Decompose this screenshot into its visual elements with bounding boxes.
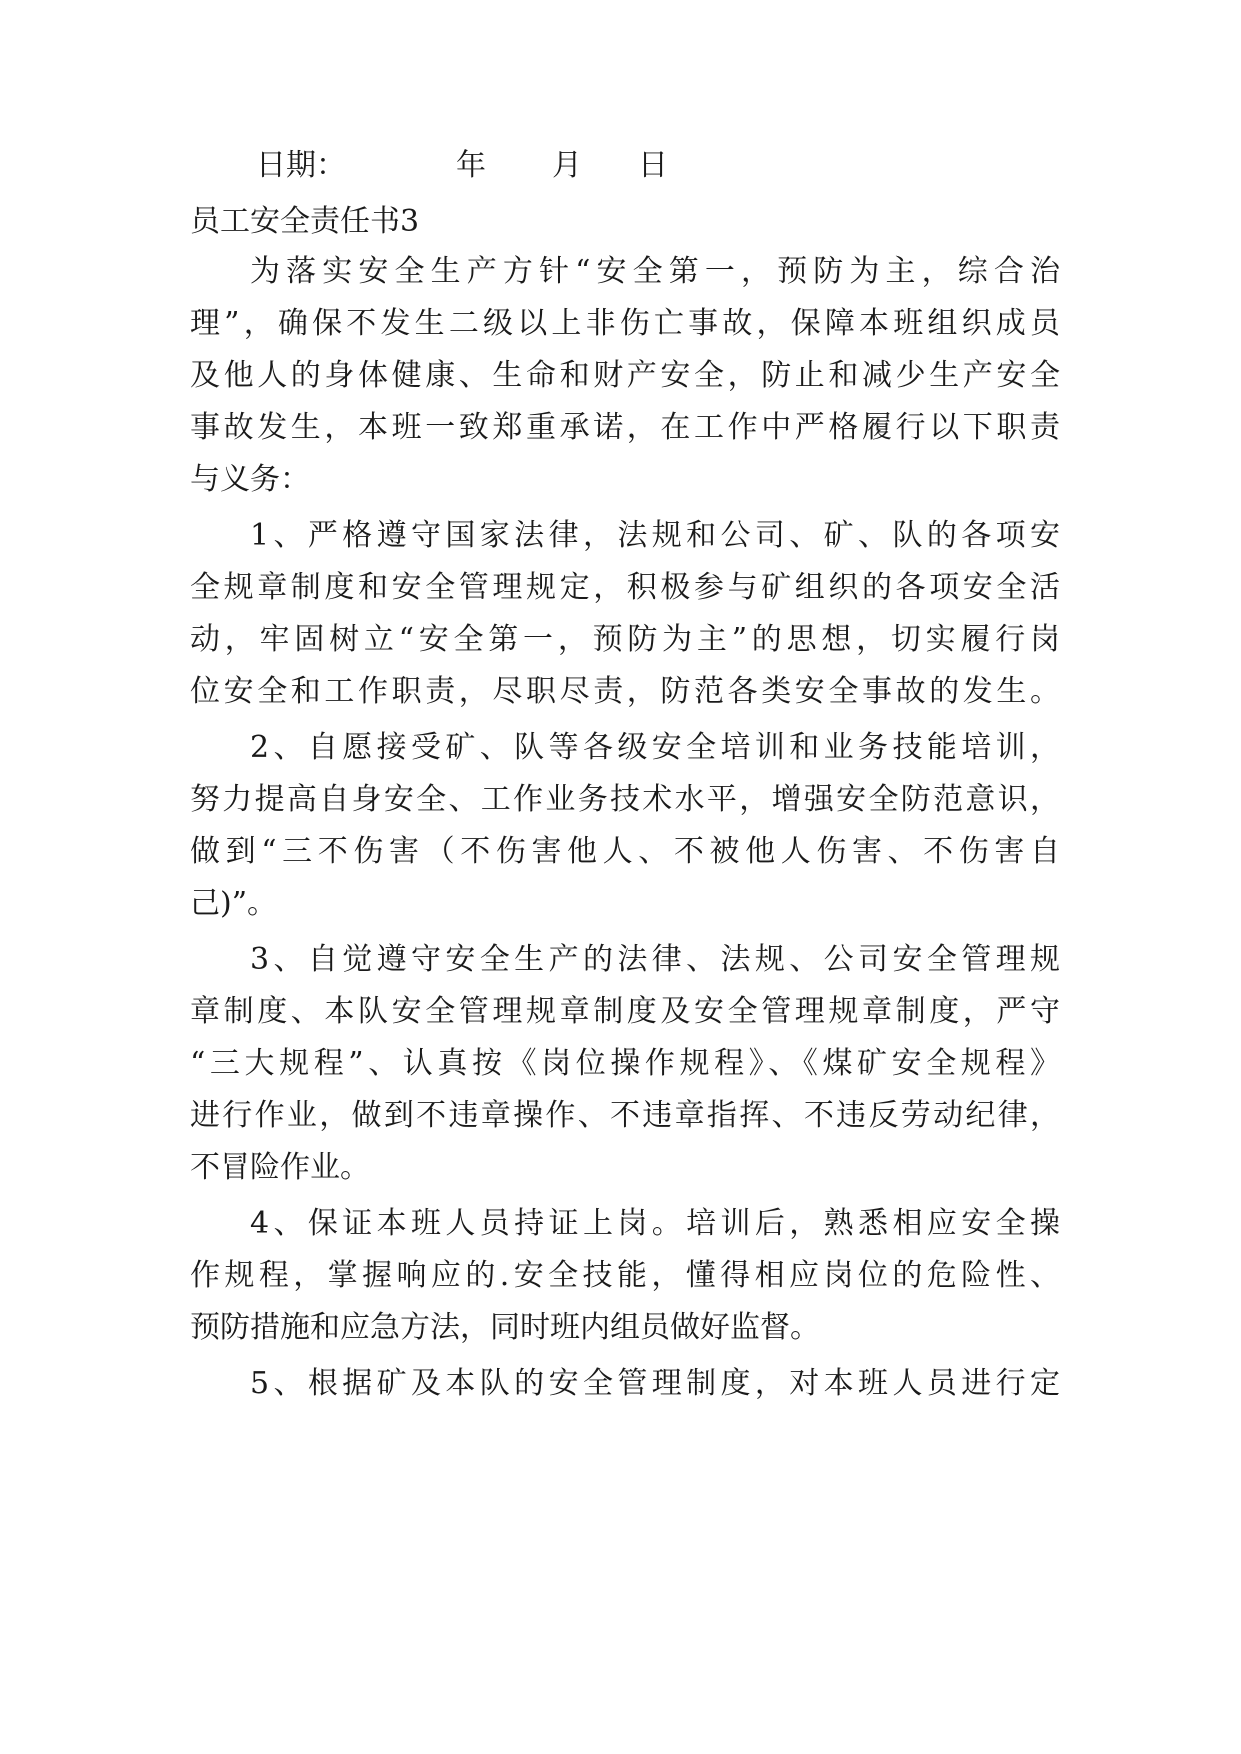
paragraph-line: 5、根据矿及本队的安全管理制度，对本班人员进行定	[250, 1366, 1060, 1401]
paragraph-line: 2、自愿接受矿、队等各级安全培训和业务技能培训，	[250, 730, 1060, 765]
paragraph-line: 作规程，掌握响应的.安全技能，懂得相应岗位的危险性、	[190, 1258, 1060, 1293]
paragraph-line: 预防措施和应急方法，同时班内组员做好监督。	[190, 1310, 820, 1345]
paragraph-line: 为落实安全生产方针“安全第一，预防为主，综合治	[250, 254, 1060, 289]
paragraph-line: 做到“三不伤害（不伤害他人、不被他人伤害、不伤害自	[190, 834, 1060, 869]
paragraph-line: 理”，确保不发生二级以上非伤亡事故，保障本班组织成员	[190, 306, 1060, 341]
paragraph-line: 不冒险作业。	[190, 1150, 370, 1185]
date-label: 日期：	[256, 148, 346, 183]
date-month: 月	[552, 148, 582, 183]
paragraph-line: “三大规程”、认真按《岗位操作规程》、《煤矿安全规程》	[190, 1046, 1060, 1081]
paragraph-line: 全规章制度和安全管理规定，积极参与矿组织的各项安全活	[190, 570, 1060, 605]
paragraph-line: 己)”。	[190, 886, 278, 921]
paragraph-line: 动，牢固树立“安全第一，预防为主”的思想，切实履行岗	[190, 622, 1060, 657]
date-year: 年	[456, 148, 486, 183]
paragraph-line: 进行作业，做到不违章操作、不违章指挥、不违反劳动纪律，	[190, 1098, 1060, 1133]
paragraph-line: 事故发生，本班一致郑重承诺，在工作中严格履行以下职责	[190, 410, 1060, 445]
paragraph-line: 与义务：	[190, 462, 310, 497]
paragraph-line: 章制度、本队安全管理规章制度及安全管理规章制度，严守	[190, 994, 1060, 1029]
date-line	[256, 146, 678, 186]
paragraph-line: 1、严格遵守国家法律，法规和公司、矿、队的各项安	[250, 518, 1060, 553]
paragraph-line: 及他人的身体健康、生命和财产安全，防止和减少生产安全	[190, 358, 1060, 393]
paragraph-line: 3、自觉遵守安全生产的法律、法规、公司安全管理规	[250, 942, 1060, 977]
date-day: 日	[638, 148, 668, 183]
paragraph-line: 位安全和工作职责，尽职尽责，防范各类安全事故的发生。	[190, 674, 1060, 709]
paragraph-line: 4、保证本班人员持证上岗。培训后，熟悉相应安全操	[250, 1206, 1060, 1241]
document-title: 员工安全责任书3	[190, 204, 420, 239]
paragraph-line: 努力提高自身安全、工作业务技术水平，增强安全防范意识，	[190, 782, 1060, 817]
